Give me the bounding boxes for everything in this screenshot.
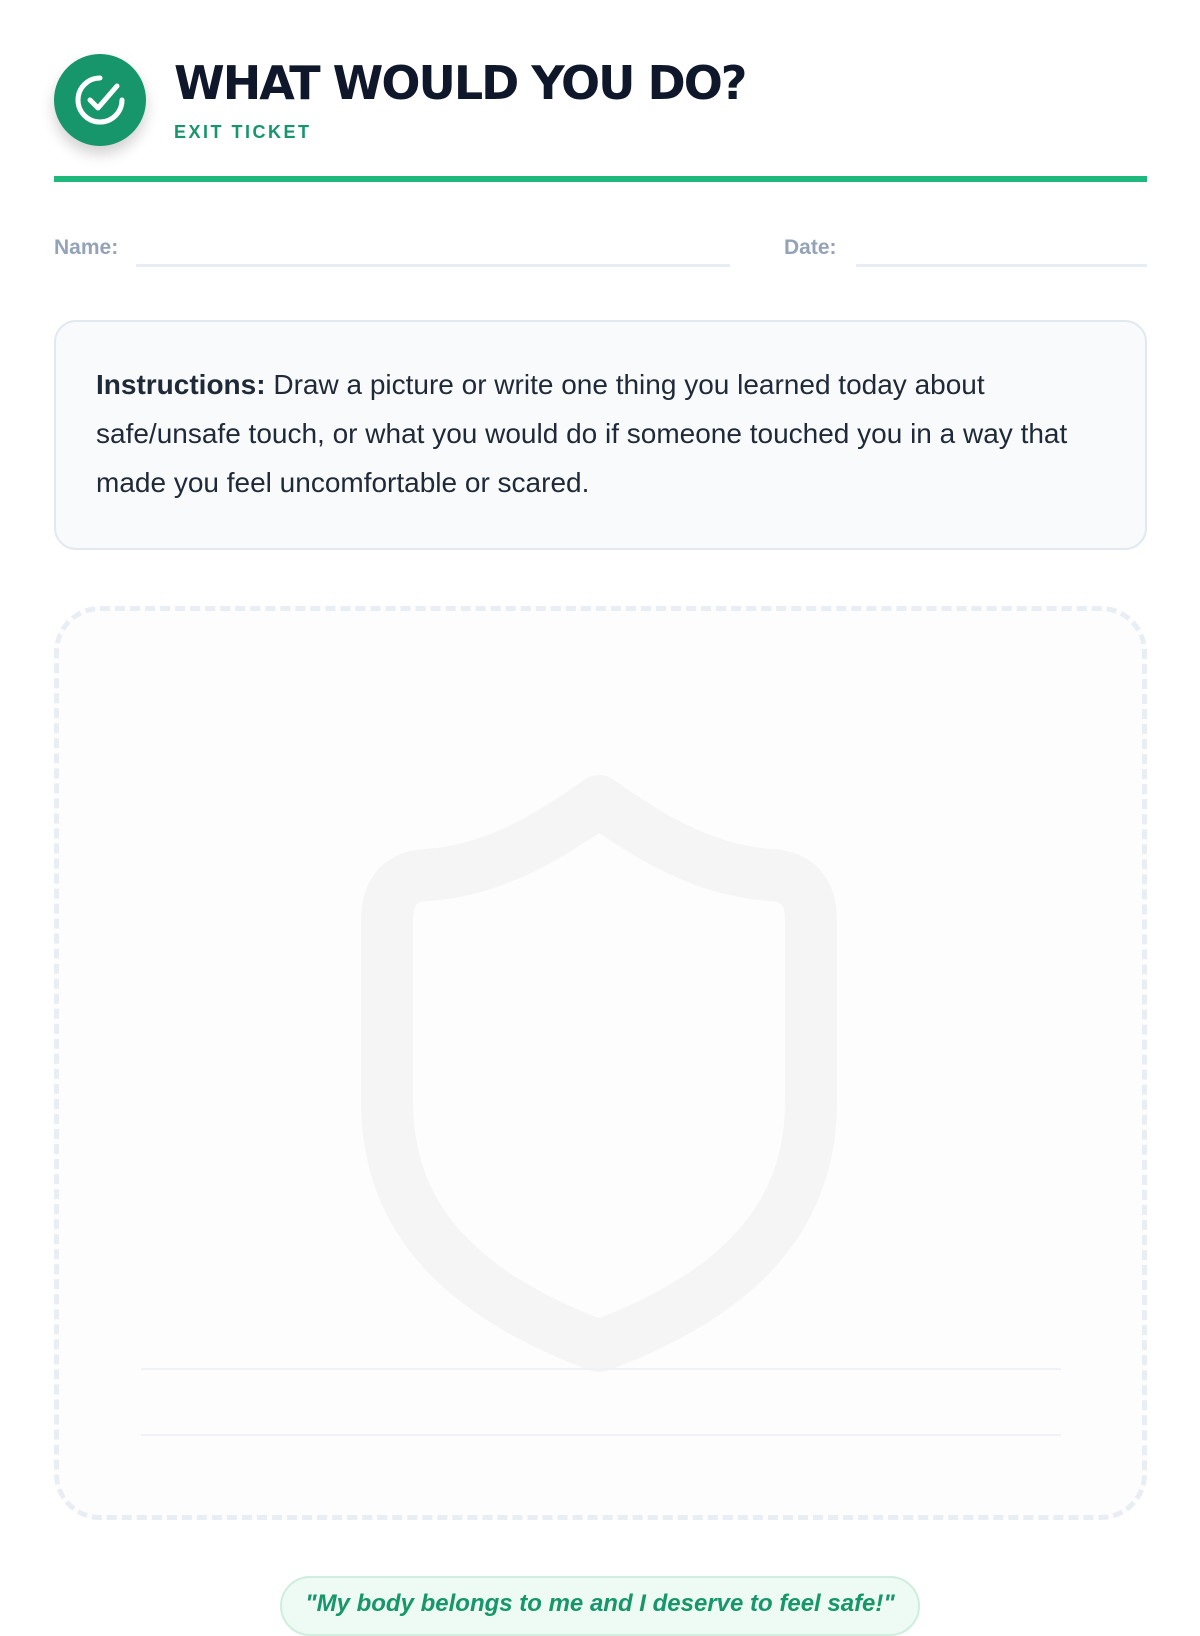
name-date-fields	[54, 232, 1147, 272]
name-label: Name:	[54, 236, 119, 259]
date-field-line[interactable]	[856, 264, 1147, 267]
page-subtitle: EXIT TICKET	[174, 122, 312, 142]
instructions-label: Instructions:	[96, 369, 266, 400]
instructions-text: Draw a picture or write one thing you learned today about safe/unsafe touch, or what you would do if someone touched you in a way that made you feel uncomfortable or scared.	[96, 369, 1068, 498]
safety-quote: "My body belongs to me and I deserve to feel safe!"	[280, 1576, 920, 1636]
check-circle-icon	[54, 54, 146, 146]
date-label: Date:	[784, 236, 837, 259]
name-field-line[interactable]	[136, 264, 730, 267]
writing-line[interactable]	[141, 1434, 1061, 1436]
instructions-box	[54, 320, 1147, 550]
writing-line[interactable]	[141, 1368, 1061, 1370]
shield-icon	[359, 771, 839, 1361]
page-title: WHAT WOULD YOU DO?	[174, 56, 746, 110]
worksheet-header	[54, 52, 1147, 182]
drawing-area[interactable]	[54, 606, 1147, 1520]
